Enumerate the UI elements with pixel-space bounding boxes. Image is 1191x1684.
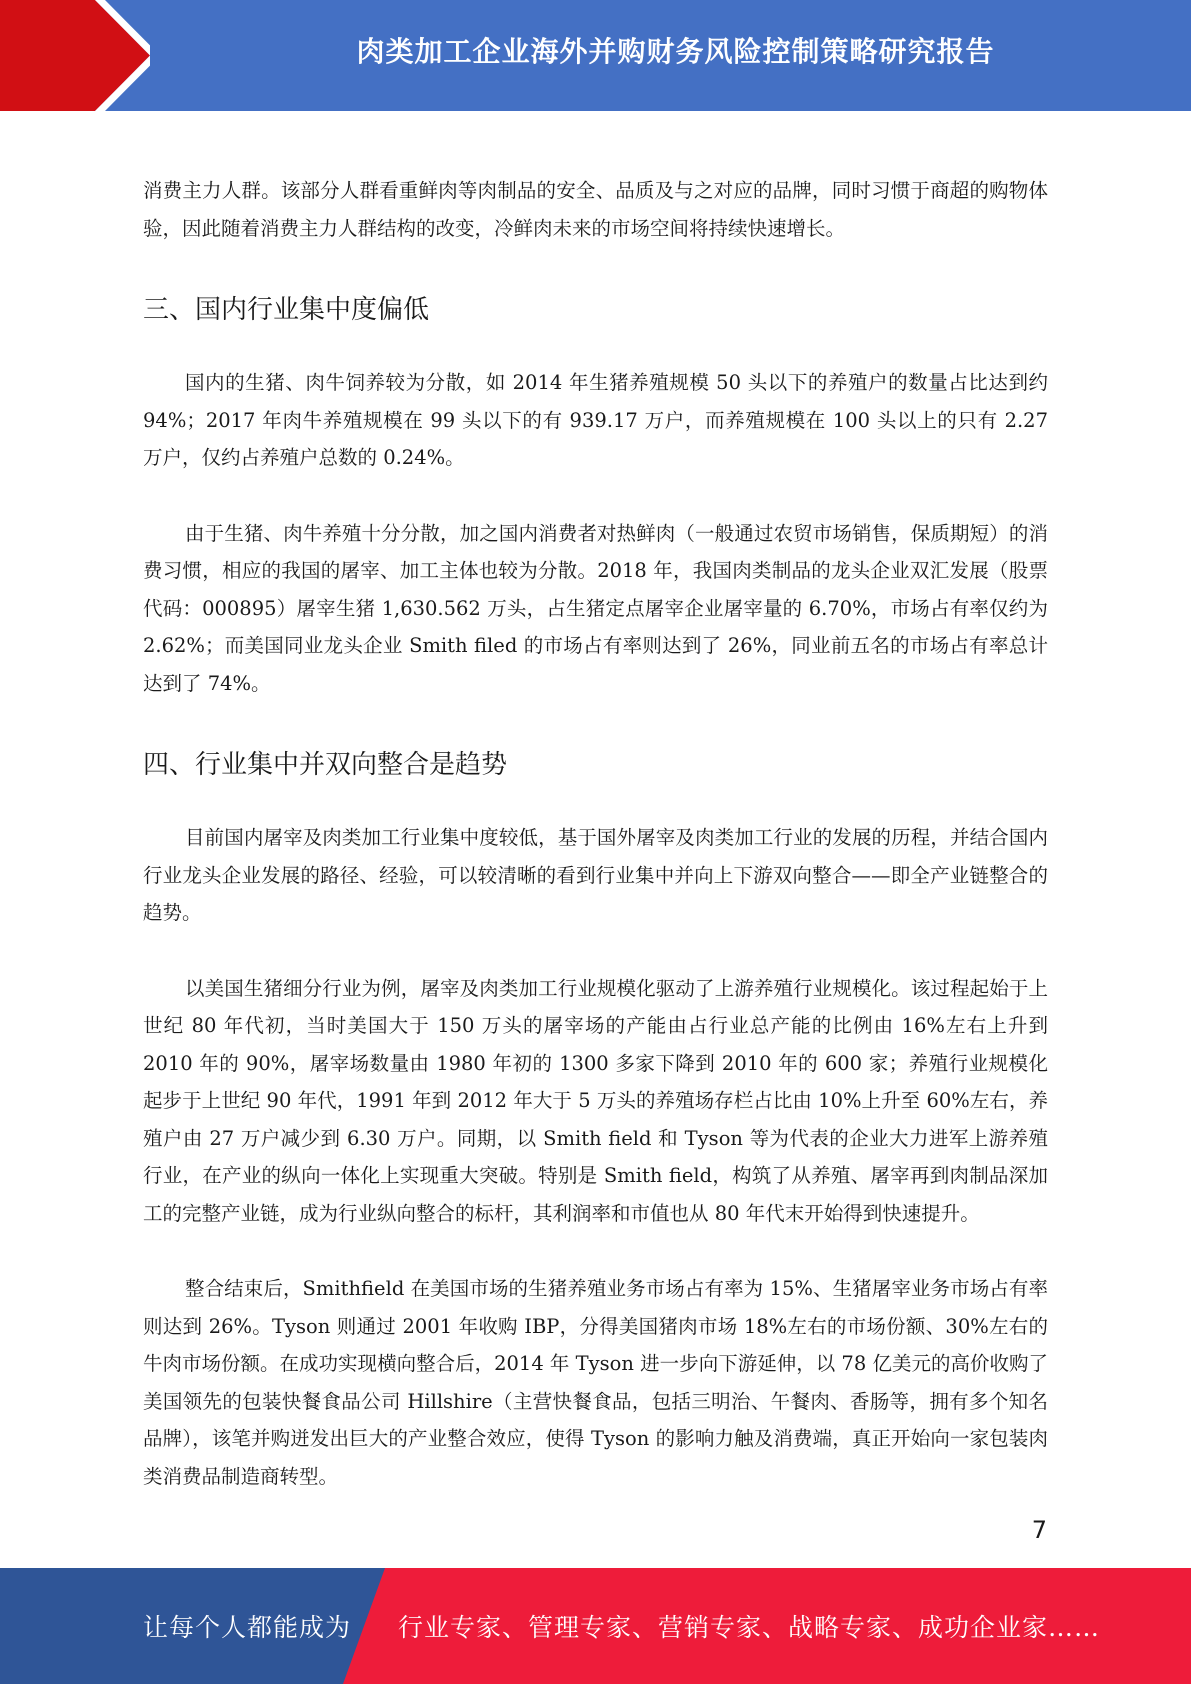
page-header <box>0 0 1191 111</box>
header-title: 肉类加工企业海外并购财务风险控制策略研究报告 <box>356 35 995 68</box>
body-paragraph: 消费主力人群。该部分人群看重鲜肉等肉制品的安全、品质及与之对应的品牌，同时习惯于商超的购物体验，因此随着消费主力人群结构的改变，冷鲜肉未来的市场空间将持续快速增长。 <box>143 179 1048 240</box>
body-paragraph: 整合结束后，Smithfield 在美国市场的生猪养殖业务市场占有率为 15%、生猪屠宰业务市场占有率则达到 26%。Tyson 则通过 2001 年收购 IBP，分得美国猪肉市场 18%左右的市场份额、30%左右的牛肉市场份额。在成功实现横向整合后，2014 年 Tyson 进一步向下游延伸，以 78 亿美元的高价收购了美国领先的包装快餐食品公司 Hillshire（主营快餐食品，包括三明治、午餐肉、香肠等，拥有多个知名品牌），该笔并购迸发出巨大的产业整合效应，使得 Tyson 的影响力触及消费端，真正开始向一家包装肉类消费品制造商转型。 <box>143 1277 1048 1488</box>
body-paragraph: 目前国内屠宰及肉类加工行业集中度较低，基于国外屠宰及肉类加工行业的发展的历程，并结合国内行业龙头企业发展的路径、经验，可以较清晰的看到行业集中并向上下游双向整合——即全产业链整合的趋势。 <box>143 826 1048 924</box>
document-body <box>143 134 1048 1495</box>
page-footer <box>0 1568 1191 1684</box>
section-heading: 四、行业集中并双向整合是趋势 <box>143 750 508 780</box>
footer-slogan-left: 让每个人都能成为 <box>143 1613 352 1642</box>
footer-slogan-right: 行业专家、管理专家、营销专家、战略专家、成功企业家…… <box>398 1613 1101 1642</box>
body-paragraph: 由于生猪、肉牛养殖十分分散，加之国内消费者对热鲜肉（一般通过农贸市场销售，保质期短）的消费习惯，相应的我国的屠宰、加工主体也较为分散。2018 年，我国肉类制品的龙头企业双汇发展（股票代码：000895）屠宰生猪 1,630.562 万头，占生猪定点屠宰企业屠宰量的 6.70%，市场占有率仅约为 2.62%；而美国同业龙头企业 Smith filed 的市场占有率则达到了 26%，同业前五名的市场占有率总计达到了 74%。 <box>143 521 1048 695</box>
section-heading: 三、国内行业集中度偏低 <box>143 295 430 325</box>
body-paragraph: 以美国生猪细分行业为例，屠宰及肉类加工行业规模化驱动了上游养殖行业规模化。该过程起始于上世纪 80 年代初，当时美国大于 150 万头的屠宰场的产能由占行业总产能的比例由 16%左右上升到 2010 年的 90%，屠宰场数量由 1980 年初的 1300 多家下降到 2010 年的 600 家；养殖行业规模化起步于上世纪 90 年代，1991 年到 2012 年大于 5 万头的养殖场存栏占比由 10%上升至 60%左右，养殖户由 27 万户减少到 6.30 万户。同期，以 Smith field 和 Tyson 等为代表的企业大力进军上游养殖行业，在产业的纵向一体化上实现重大突破。特别是 Smith field，构筑了从养殖、屠宰再到肉制品深加工的完整产业链，成为行业纵向整合的标杆，其利润率和市值也从 80 年代末开始得到快速提升。 <box>143 976 1048 1225</box>
header-arrow-decoration <box>0 0 150 111</box>
page-number: 7 <box>1031 1516 1047 1544</box>
body-paragraph: 国内的生猪、肉牛饲养较为分散，如 2014 年生猪养殖规模 50 头以下的养殖户的数量占比达到约 94%；2017 年肉牛养殖规模在 99 头以下的有 939.17 万户，而养殖规模在 100 头以上的只有 2.27 万户，仅约占养殖户总数的 0.24%。 <box>143 371 1048 469</box>
